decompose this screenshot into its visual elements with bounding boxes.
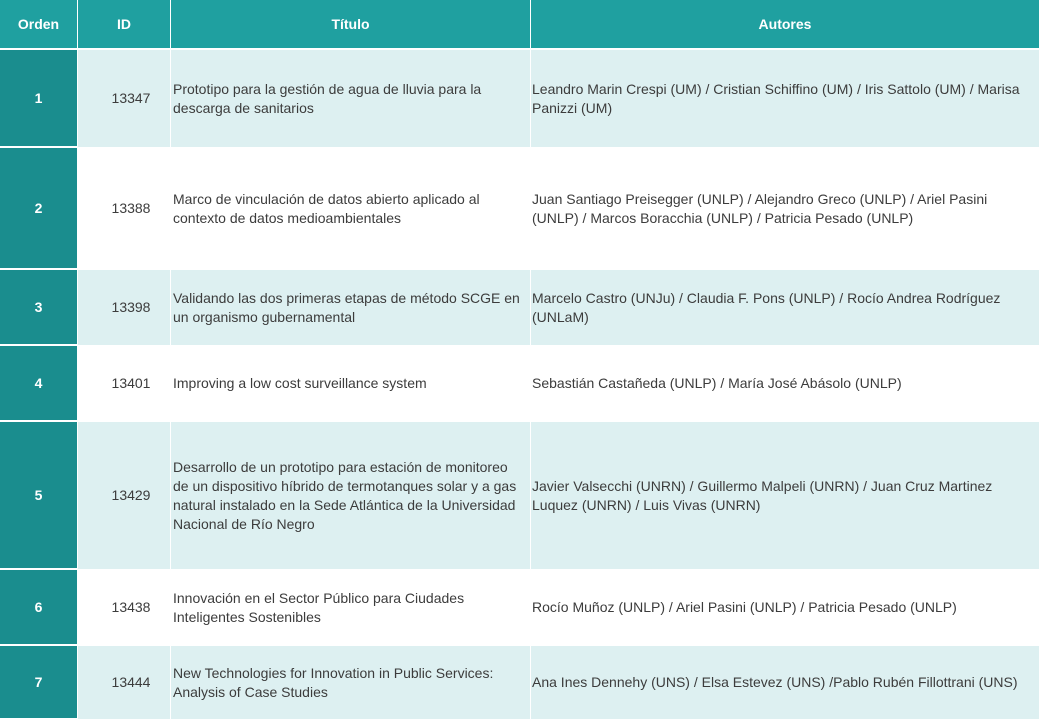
cell-autores: Leandro Marin Crespi (UM) / Cristian Schiffino (UM) / Iris Sattolo (UM) / Marisa Panizzi (UM) [531,50,1040,148]
cell-orden: 7 [0,646,78,720]
cell-id: 13438 [78,570,171,646]
cell-autores: Sebastián Castañeda (UNLP) / María José Abásolo (UNLP) [531,346,1040,422]
header-autores: Autores [531,0,1040,50]
cell-titulo: Innovación en el Sector Público para Ciudades Inteligentes Sostenibles [171,570,531,646]
cell-id: 13444 [78,646,171,720]
cell-orden: 6 [0,570,78,646]
cell-titulo: Improving a low cost surveillance system [171,346,531,422]
cell-autores: Javier Valsecchi (UNRN) / Guillermo Malpeli (UNRN) / Juan Cruz Martinez Luquez (UNRN) / Luis Vivas (UNRN) [531,422,1040,570]
cell-titulo: Prototipo para la gestión de agua de lluvia para la descarga de sanitarios [171,50,531,148]
cell-orden: 1 [0,50,78,148]
cell-id: 13347 [78,50,171,148]
cell-orden: 3 [0,270,78,346]
cell-titulo: Desarrollo de un prototipo para estación de monitoreo de un dispositivo híbrido de termotanques solar y a gas natural instalado en la Sede Atlántica de la Universidad Nacional de Río Negro [171,422,531,570]
cell-titulo: Validando las dos primeras etapas de método SCGE en un organismo gubernamental [171,270,531,346]
cell-autores: Juan Santiago Preisegger (UNLP) / Alejandro Greco (UNLP) / Ariel Pasini (UNLP) / Marcos Boracchia (UNLP) / Patricia Pesado (UNLP) [531,148,1040,270]
cell-autores: Rocío Muñoz (UNLP) / Ariel Pasini (UNLP) / Patricia Pesado (UNLP) [531,570,1040,646]
cell-orden: 5 [0,422,78,570]
cell-orden: 4 [0,346,78,422]
cell-titulo: New Technologies for Innovation in Public Services: Analysis of Case Studies [171,646,531,720]
header-id: ID [78,0,171,50]
cell-id: 13401 [78,346,171,422]
cell-orden: 2 [0,148,78,270]
header-orden: Orden [0,0,78,50]
cell-id: 13429 [78,422,171,570]
cell-titulo: Marco de vinculación de datos abierto aplicado al contexto de datos medioambientales [171,148,531,270]
cell-autores: Marcelo Castro (UNJu) / Claudia F. Pons (UNLP) / Rocío Andrea Rodríguez (UNLaM) [531,270,1040,346]
cell-id: 13388 [78,148,171,270]
header-titulo: Título [171,0,531,50]
cell-id: 13398 [78,270,171,346]
cell-autores: Ana Ines Dennehy (UNS) / Elsa Estevez (UNS) /Pablo Rubén Fillottrani (UNS) [531,646,1040,720]
